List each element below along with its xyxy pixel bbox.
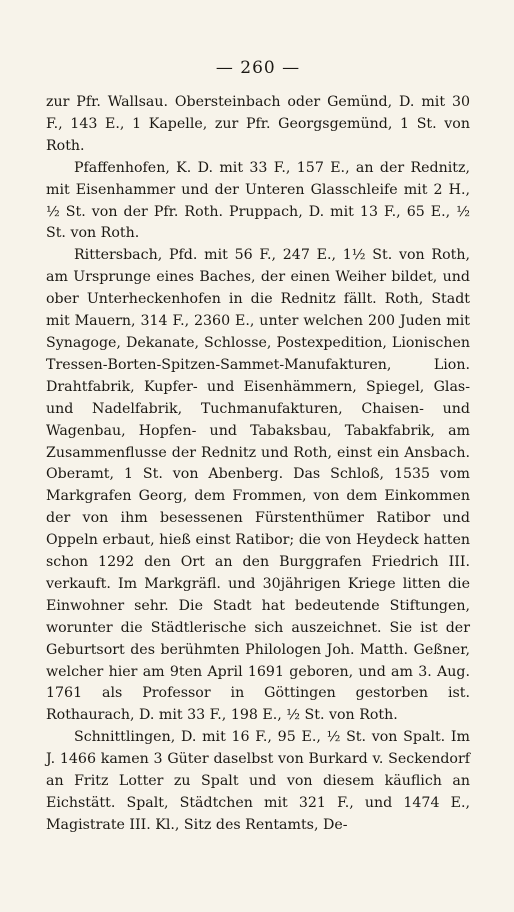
- page-number: — 260 —: [215, 58, 301, 78]
- paragraph-3: Rittersbach, Pfd. mit 56 F., 247 E., 1½ St. von Roth, am Ursprunge eines Baches, der einen Weiher bildet, und ober Unterheckenhofen in die Rednitz fällt. Roth, Stadt mit Mauern, 314 F., 2360 E., unter welchen 200 Juden mit Synagoge, Dekanate, Schlosse, Postexpedition, Lionischen Tressen-Borten-Spitzen-Sammet-Manufakturen, Lion. Drahtfabrik, Kupfer- und Eisenhämmern, Spiegel, Glas- und Nadelfabrik, Tuchmanufakturen, Chaisen- und Wagenbau, Hopfen- und Tabaksbau, Tabakfabrik, am Zusammenflusse der Rednitz und Roth, einst ein Ansbach. Oberamt, 1 St. von Abenberg. Das Schloß, 1535 vom Markgrafen Georg, dem Frommen, von dem Einkommen der von ihm besessenen Fürstenthümer Ratibor und Oppeln erbaut, hieß einst Ratibor; die von Heydeck hatten schon 1292 den Ort an den Burggrafen Friedrich III. verkauft. Im Markgräfl. und 30jährigen Kriege litten die Einwohner sehr. Die Stadt hat bedeutende Stiftungen, worunter die Städtlerische sich auszeichnet. Sie ist der Geburtsort des berühmten Philologen Joh. Matth. Geßner, welcher hier am 9ten April 1691 geboren, und am 3. Aug. 1761 als Professor in Göttingen gestorben ist. Rothaurach, D. mit 33 F., 198 E., ½ St. von Roth.: [46, 247, 470, 724]
- paragraph-2: Pfaffenhofen, K. D. mit 33 F., 157 E., an der Rednitz, mit Eisenhammer und der Unteren Glasschleife mit 2 H., ½ St. von der Pfr. Roth. Pruppach, D. mit 13 F., 65 E., ½ St. von Roth.: [46, 159, 470, 242]
- body-text: [46, 92, 470, 837]
- paragraph-4: Schnittlingen, D. mit 16 F., 95 E., ½ St. von Spalt. Im J. 1466 kamen 3 Güter daselbst von Burkard v. Seckendorf an Fritz Lotter zu Spalt und von diesem käuflich an Eichstätt. Spalt, Städtchen mit 321 F., und 1474 E., Magistrate III. Kl., Sitz des Rentamts, De-: [46, 729, 470, 833]
- paragraph-1: zur Pfr. Wallsau. Obersteinbach oder Gemünd, D. mit 30 F., 143 E., 1 Kapelle, zur Pfr. Georgsgemünd, 1 St. von Roth.: [46, 94, 470, 154]
